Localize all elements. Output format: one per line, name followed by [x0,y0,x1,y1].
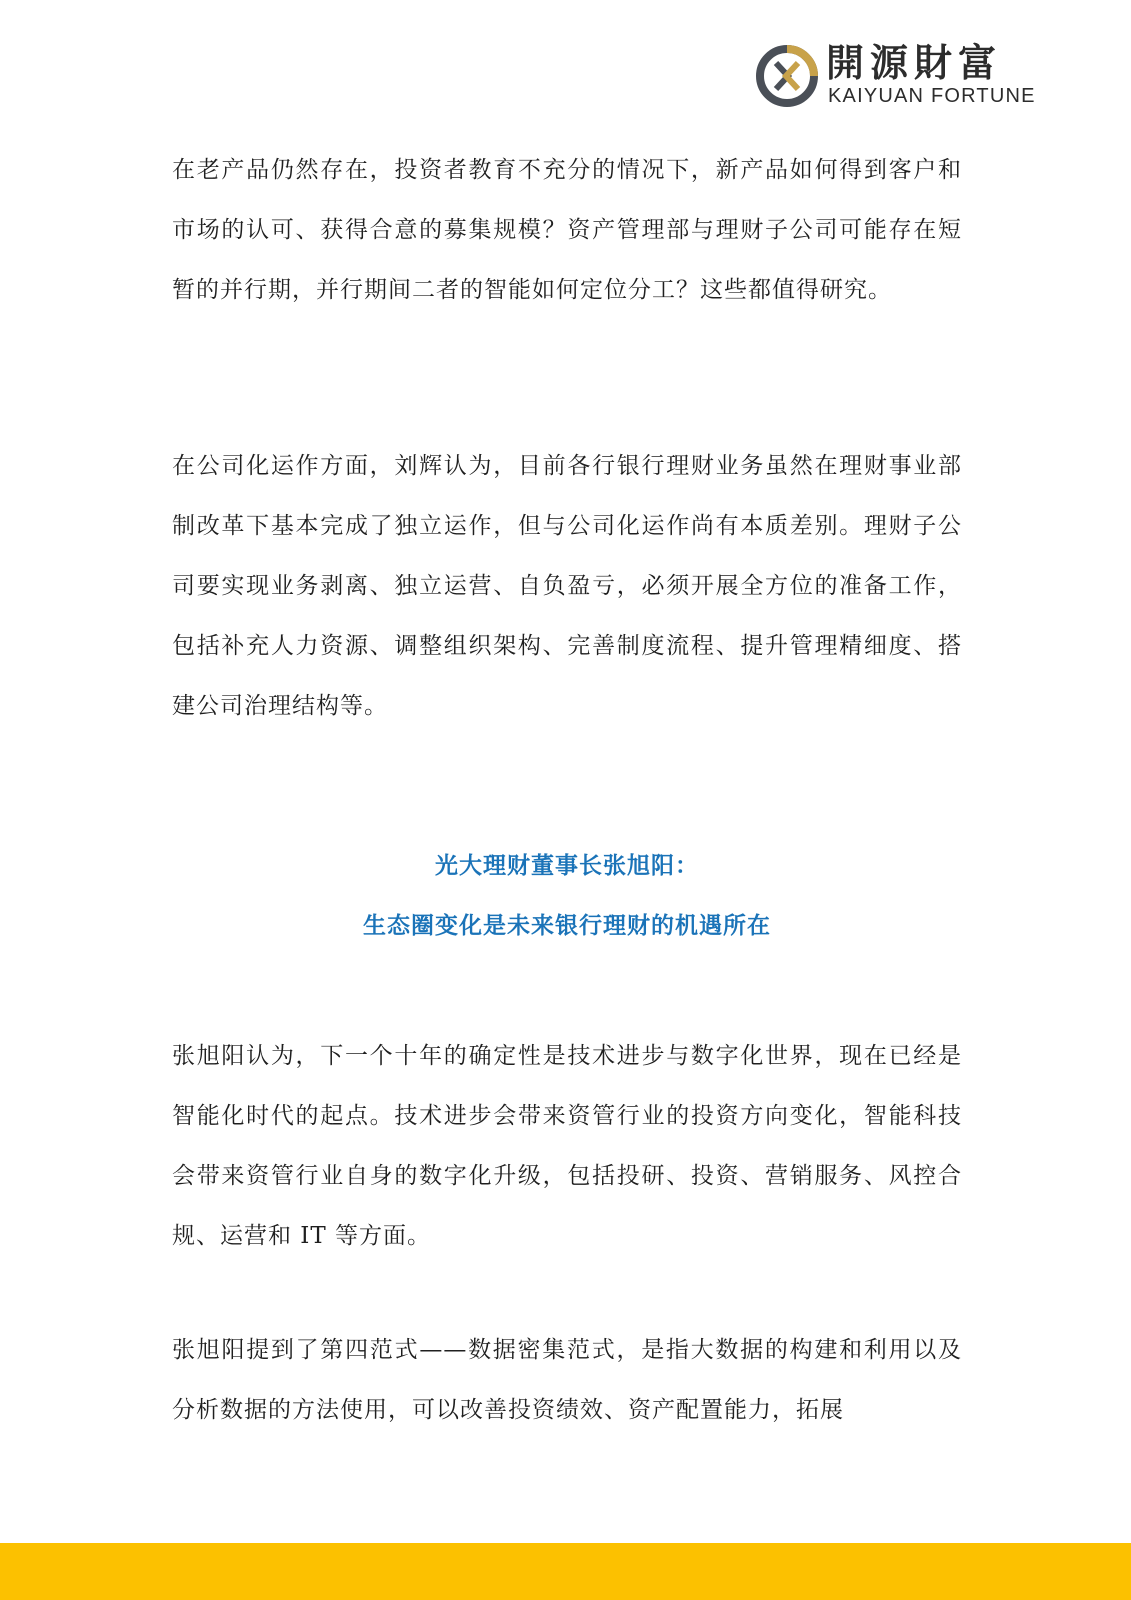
logo-english-name: KAIYUAN FORTUNE [828,85,1036,107]
kaiyuan-logo-mark-icon [754,43,820,109]
logo-chinese-name: 開源財富 [826,41,1003,85]
paragraph-fourth-paradigm: 张旭阳提到了第四范式——数据密集范式，是指大数据的构建和利用以及分析数据的方法使用，可以改善投资绩效、资产配置能力，拓展 [172,1337,962,1423]
section-heading-line-1: 光大理财董事长张旭阳： [435,852,699,879]
paragraph-technology-progress: 张旭阳认为，下一个十年的确定性是技术进步与数字化世界，现在已经是智能化时代的起点。技术进步会带来资管行业的投资方向变化，智能科技会带来资管行业自身的数字化升级，包括投研、投资、营销服务、风控合规、运营和 IT 等方面。 [172,1043,962,1249]
footer-color-bar [0,1543,1131,1600]
paragraph-new-products: 在老产品仍然存在，投资者教育不充分的情况下，新产品如何得到客户和市场的认可、获得合意的募集规模？资产管理部与理财子公司可能存在短暂的并行期，并行期间二者的智能如何定位分工？这些都值得研究。 [172,157,962,303]
section-heading-line-2: 生态圈变化是未来银行理财的机遇所在 [363,912,771,939]
kaiyuan-fortune-logo [754,40,1054,110]
paragraph-corporate-operation: 在公司化运作方面，刘辉认为，目前各行银行理财业务虽然在理财事业部制改革下基本完成了独立运作，但与公司化运作尚有本质差别。理财子公司要实现业务剥离、独立运营、自负盈亏，必须开展全方位的准备工作，包括补充人力资源、调整组织架构、完善制度流程、提升管理精细度、搭建公司治理结构等。 [172,453,962,719]
